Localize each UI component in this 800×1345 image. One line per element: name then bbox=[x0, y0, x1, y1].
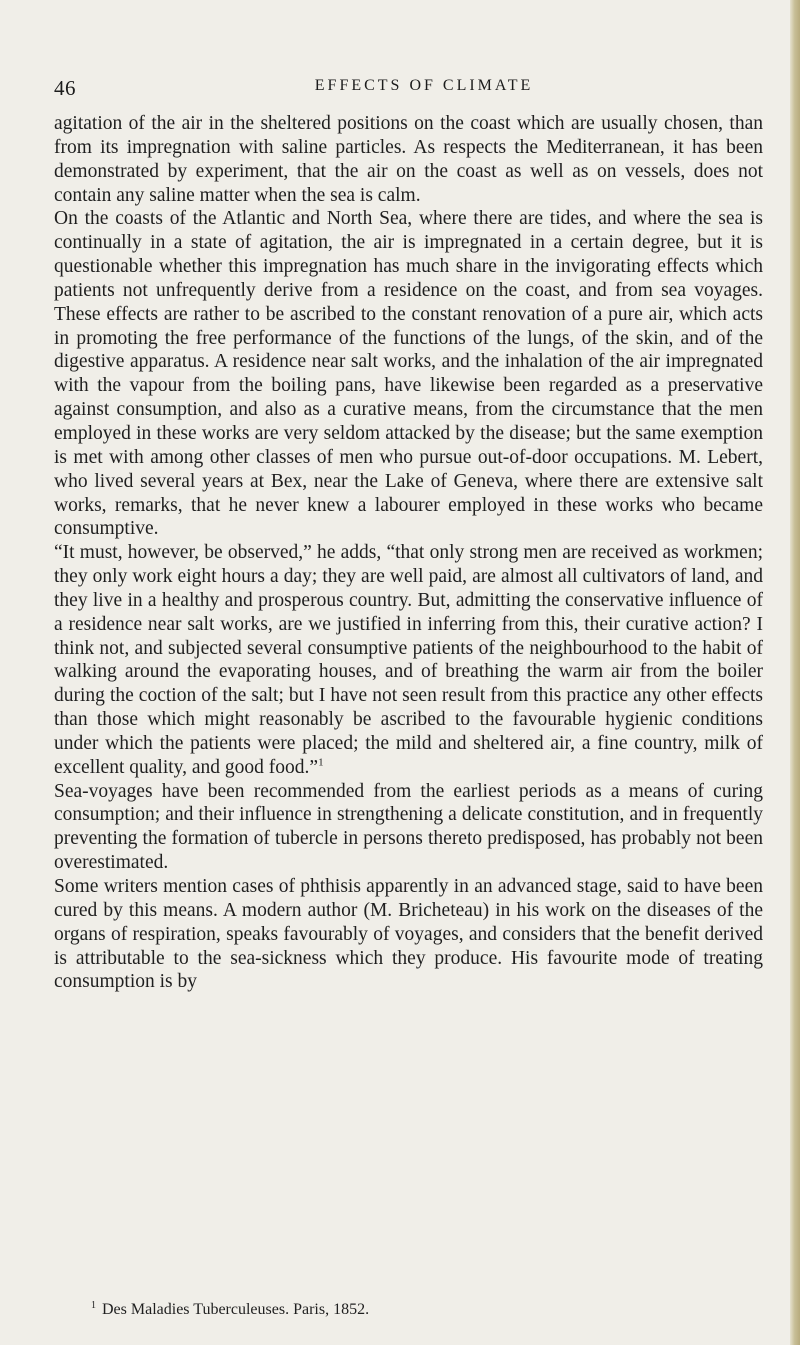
running-head: EFFECTS OF CLIMATE bbox=[314, 77, 534, 94]
footnote bbox=[91, 1301, 369, 1319]
paragraph: Sea-voyages have been recommended from the earliest periods as a means of curing consumption; and their influence in strengthening a delicate constitution, and in frequently preventing the formation of tubercle in persons thereto predisposed, has probably not been overestimated. bbox=[54, 780, 763, 874]
paragraph: agitation of the air in the sheltered positions on the coast which are usually chosen, than from its impregnation with saline particles. As respects the Mediterranean, it has been demonstrated by experiment, that the air on the coast as well as on vessels, does not contain any saline matter when the sea is calm. bbox=[54, 113, 763, 206]
footnote-mark: 1 bbox=[91, 1299, 96, 1311]
page-header bbox=[54, 76, 754, 104]
body-text bbox=[54, 112, 763, 994]
page-number: 46 bbox=[54, 76, 76, 100]
paragraph: Some writers mention cases of phthisis apparently in an advanced stage, said to have been cured by this means. A modern author (M. Bricheteau) in his work on the diseases of the organs of respiration, speaks favourably of voyages, and considers that the benefit derived is attributable to the sea-sickness which they produce. His favourite mode of treating consumption is by bbox=[54, 876, 763, 993]
footnote-text: Des Maladies Tuberculeuses. Paris, 1852. bbox=[102, 1301, 370, 1318]
paragraph: On the coasts of the Atlantic and North Sea, where there are tides, and where the sea is continually in a state of agitation, the air is impregnated in a certain degree, but it is questionable whether this impregnation has much share in the invigorating effects which patients not unfrequently derive from a residence on the coast, and from sea voyages. These effects are rather to be ascribed to the constant renovation of a pure air, which acts in promoting the free performance of the functions of the lungs, of the skin, and of the digestive apparatus. A residence near salt works, and the inhalation of the air impregnated with the vapour from the boiling pans, have likewise been regarded as a preservative against consumption, and also as a curative means, from the circumstance that the men employed in these works are very seldom attacked by the disease; but the same exemption is met with among other classes of men who pursue out-of-door occupations. M. Lebert, who lived several years at Bex, near the Lake of Geneva, where there are extensive salt works, remarks, that he never knew a labourer employed in these works who became consumptive. bbox=[54, 208, 763, 540]
paragraph bbox=[54, 541, 763, 779]
quoted-paragraph-text: “It must, however, be observed,” he adds, “that only strong men are received as workmen; they only work eight hours a day; they are well paid, are almost all cultivators of land, and they live in a healthy and prosperous country. But, admitting the conservative influence of a residence near salt works, are we justified in inferring from this, their curative action? I think not, and subjected several consumptive patients of the neighbourhood to the habit of walking around the evaporating houses, and of breathing the warm air from the boiler during the coction of the salt; but I have not seen result from this practice any other effects than those which might reasonably be ascribed to the favourable hygienic conditions under which the patients were placed; the mild and sheltered air, a fine country, milk of excellent quality, and good food.” bbox=[54, 542, 763, 778]
page-edge bbox=[790, 0, 800, 1345]
footnote-reference: 1 bbox=[318, 756, 324, 769]
